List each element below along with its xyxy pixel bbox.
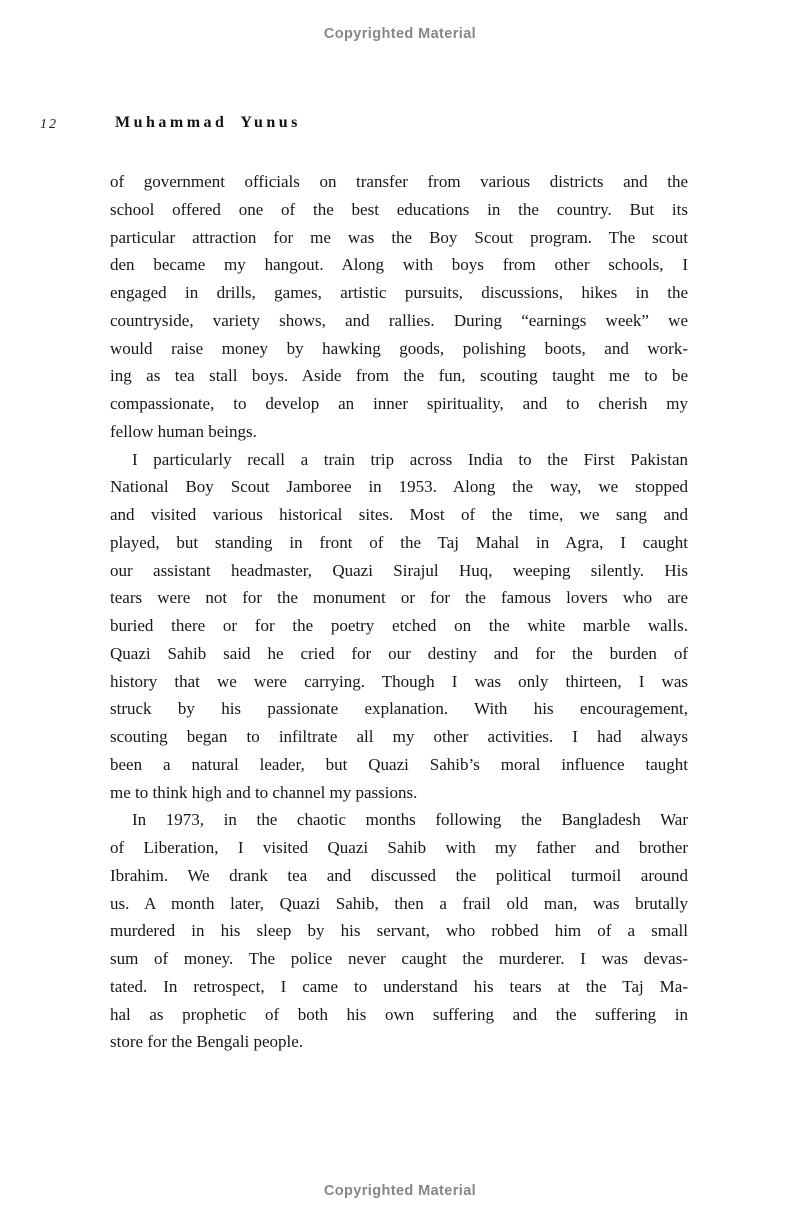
text-line: engaged in drills, games, artistic pursuits, discussions, hikes in the	[110, 283, 688, 302]
text-line: scouting began to infiltrate all my other activities. I had always	[110, 727, 688, 746]
text-line: of Liberation, I visited Quazi Sahib with my father and brother	[110, 838, 688, 857]
text-line: den became my hangout. Along with boys from other schools, I	[110, 255, 688, 275]
text-line: murdered in his sleep by his servant, who robbed him of a small	[110, 921, 688, 941]
running-header: Muhammad Yunus	[115, 114, 301, 131]
text-line: Quazi Sahib said he cried for our destiny and for the burden of	[110, 643, 688, 663]
page-number: 12	[40, 117, 58, 132]
text-line: compassionate, to develop an inner spirituality, and to cherish my	[110, 394, 688, 413]
text-line: history that we were carrying. Though I was only thirteen, I was	[110, 671, 688, 691]
text-line: fellow human beings.	[110, 421, 257, 441]
text-line: National Boy Scout Jamboree in 1953. Along the way, we stopped	[110, 477, 688, 497]
text-line: been a natural leader, but Quazi Sahib’s moral influence taught	[110, 754, 688, 774]
body-text	[110, 168, 688, 1056]
text-line: would raise money by hawking goods, polishing boots, and work-	[110, 338, 688, 358]
text-line: struck by his passionate explanation. With his encouragement,	[110, 699, 688, 719]
text-line: countryside, variety shows, and rallies. During “earnings week” we	[110, 310, 688, 330]
text-line: us. A month later, Quazi Sahib, then a frail old man, was brutally	[110, 893, 688, 913]
text-line: ing as tea stall boys. Aside from the fun, scouting taught me to be	[110, 366, 688, 386]
text-line: I particularly recall a train trip across India to the First Pakistan	[132, 449, 688, 469]
text-line: store for the Bengali people.	[110, 1032, 304, 1052]
text-line: Ibrahim. We drank tea and discussed the political turmoil around	[110, 865, 688, 885]
text-line: tears were not for the monument or for the famous lovers who are	[110, 588, 688, 608]
text-line: me to think high and to channel my passions.	[110, 782, 418, 802]
text-line: school offered one of the best educations in the country. But its	[110, 199, 688, 219]
text-line: our assistant headmaster, Quazi Sirajul Huq, weeping silently. His	[110, 560, 688, 580]
text-line: sum of money. The police never caught the murderer. I was devas-	[110, 949, 688, 968]
text-line: and visited various historical sites. Most of the time, we sang and	[110, 505, 688, 524]
text-line: of government officials on transfer from various districts and the	[110, 172, 688, 191]
text-line: played, but standing in front of the Taj Mahal in Agra, I caught	[110, 532, 688, 552]
text-line: In 1973, in the chaotic months following the Bangladesh War	[132, 810, 688, 830]
copyright-notice-top: Copyrighted Material	[323, 26, 477, 42]
copyright-notice-bottom: Copyrighted Material	[323, 1183, 477, 1199]
text-line: buried there or for the poetry etched on the white marble walls.	[110, 616, 688, 635]
text-line: hal as prophetic of both his own suffering and the suffering in	[110, 1004, 688, 1024]
text-line: tated. In retrospect, I came to understand his tears at the Taj Ma-	[110, 976, 688, 996]
text-line: particular attraction for me was the Boy Scout program. The scout	[110, 227, 688, 247]
